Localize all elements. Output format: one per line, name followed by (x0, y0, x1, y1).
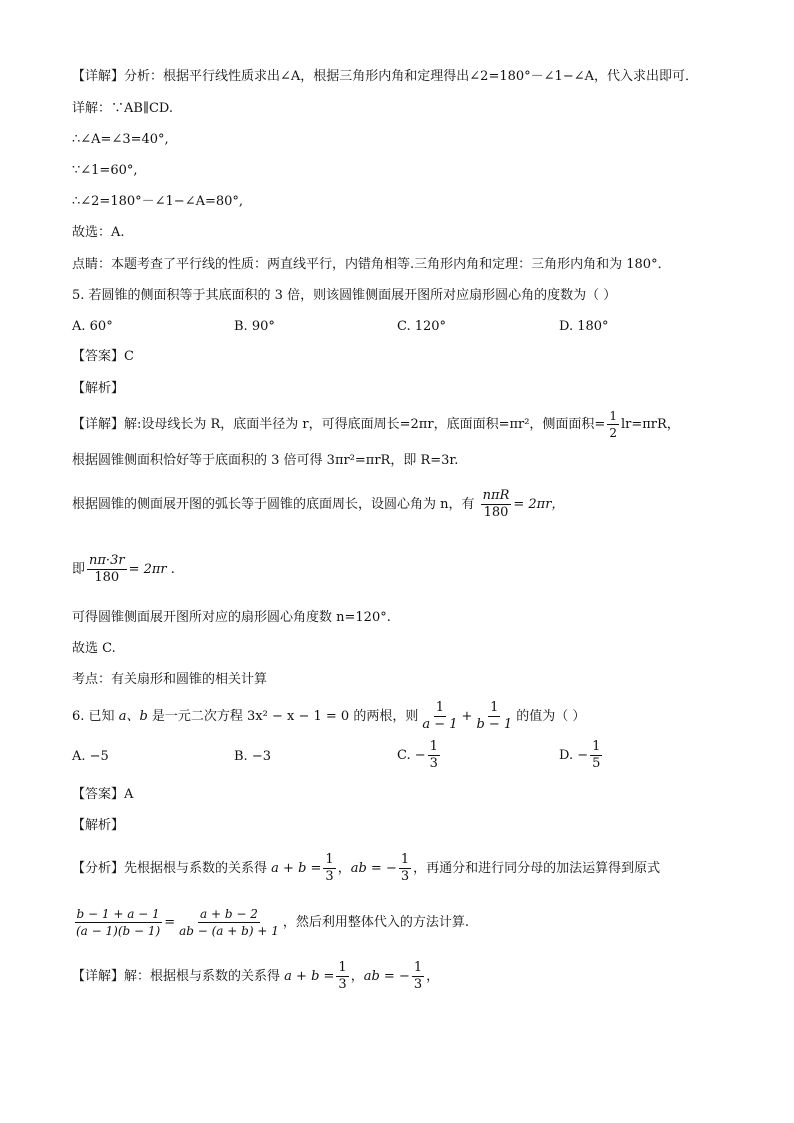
fraction-one-third (336, 960, 348, 993)
frac-denominator: 3 (429, 756, 438, 771)
q6-s2-tail: ，然后利用整体代入的方法计算. (282, 915, 469, 930)
q5-detail-4-text: 即 (72, 562, 86, 577)
frac-denominator: 180 (483, 505, 509, 520)
q5-detail-line-4 (72, 553, 175, 586)
q6-s1-product: ab = − (350, 861, 397, 876)
fraction-one-half (607, 408, 619, 441)
frac-numerator: 1 (435, 700, 445, 715)
q6-s1-comma: ， (337, 861, 351, 876)
frac-numerator: 1 (490, 700, 499, 715)
fraction-one-third (323, 852, 335, 885)
fraction-one-third (412, 960, 424, 993)
q5-detail-1-tail: lr=πrR， (620, 417, 680, 432)
q6-s1-text: 【分析】先根据根与系数的关系得 (72, 861, 268, 876)
q6-s3-comma: ， (350, 969, 364, 984)
q6-stem-equation: 是一元二次方程 3x² − x − 1 = 0 的两根，则 (151, 709, 419, 724)
p4-line-4: ∵∠1=60°, (72, 163, 138, 178)
q6-s3-text: 【详解】解：根据根与系数的关系得 (72, 969, 281, 984)
frac-numerator: b − 1 + a − 1 (76, 907, 160, 921)
q5-detail-line-2: 根据圆锥侧面积恰好等于底面积的 3 倍可得 3πr²=πrR，即 R=3r. (72, 453, 459, 468)
q6-stem-vars: a、b (118, 709, 148, 724)
q5-option-b: B. 90° (234, 319, 275, 334)
q6-solution-line-2 (72, 906, 469, 939)
fraction-1-over-a-1 (420, 700, 459, 733)
frac-denominator: 3 (400, 869, 410, 884)
q5-detail-line-7: 考点：有关扇形和圆锥的相关计算 (72, 672, 268, 687)
q5-analysis-heading: 【解析】 (72, 381, 125, 396)
fraction-one-third (428, 739, 440, 772)
p4-line-6: 故选：A. (72, 225, 125, 240)
q6-s1-tail: ，再通分和进行同分母的加法运算得到原式 (413, 861, 661, 876)
p4-line-5: ∴∠2=180°－∠1−∠A=80°, (72, 194, 244, 209)
q5-answer: 【答案】C (72, 349, 134, 364)
q5-option-a: A. 60° (72, 319, 113, 334)
fraction-angle (87, 553, 127, 586)
q5-option-c: C. 120° (397, 319, 447, 334)
q6-s3-sum: a + b = (284, 969, 335, 984)
frac-numerator: nπ·3r (89, 553, 125, 568)
frac-denominator: 5 (592, 756, 601, 771)
fraction-one-third (399, 852, 411, 885)
q6-stem-text: 6. 已知 (72, 709, 115, 724)
q6-s3-product: ab = − (363, 969, 410, 984)
frac-denominator: 3 (338, 977, 347, 992)
q6-option-b: B. −3 (234, 749, 271, 764)
frac-denominator: ab − (a + b) + 1 (179, 924, 279, 938)
p4-line-1: 【详解】分析：根据平行线性质求出∠A，根据三角形内角和定理得出∠2=180°－∠1−∠A，代入求出即可． (72, 69, 698, 84)
frac-numerator: 1 (413, 960, 423, 975)
frac-denominator: 2 (609, 426, 617, 440)
q6-option-d-label: D. − (559, 748, 589, 763)
q6-option-a: A. −5 (72, 749, 109, 764)
frac-denominator: 180 (94, 570, 120, 585)
q5-detail-1-text: 【详解】解:设母线长为 R，底面半径为 r，可得底面周长=2πr，底面面积=πr²，侧面面积= (72, 417, 606, 432)
q6-option-d (559, 739, 604, 772)
q5-detail-4-tail: = 2πr . (128, 562, 175, 577)
plus-sign: + (461, 709, 473, 724)
frac-denominator: a − 1 (422, 717, 458, 732)
p4-line-2: 详解：∵AB∥CD. (72, 101, 173, 116)
q6-analysis-heading: 【解析】 (72, 818, 125, 833)
q6-stem (72, 700, 585, 733)
q6-s1-sum: a + b = (271, 861, 322, 876)
q6-s3-tail: ， (426, 969, 440, 984)
q5-stem: 5. 若圆锥的侧面积等于其底面积的 3 倍，则该圆锥侧面展开图所对应扇形圆心角的度数为（ ） (72, 288, 617, 303)
frac-numerator: a + b − 2 (200, 907, 258, 921)
fraction-1-over-b-1 (474, 700, 514, 733)
frac-numerator: 1 (609, 409, 617, 423)
q6-stem-tail: 的值为（ ） (516, 709, 586, 724)
frac-numerator: 1 (338, 960, 347, 975)
frac-numerator: 1 (325, 852, 334, 867)
q6-answer: 【答案】A (72, 787, 134, 802)
frac-denominator: b − 1 (476, 717, 513, 732)
equals-sign: = (164, 915, 176, 930)
q5-detail-line-3 (72, 488, 564, 521)
q5-detail-line-1 (72, 408, 680, 441)
frac-denominator: 3 (325, 869, 334, 884)
q5-detail-3-tail: = 2πr， (513, 497, 565, 512)
p4-line-3: ∴∠A=∠3=40°, (72, 132, 169, 147)
frac-numerator: 1 (592, 739, 601, 754)
fraction-simplified (177, 906, 281, 939)
q6-detail-line-1 (72, 960, 439, 993)
fraction-one-fifth (590, 739, 602, 772)
q6-option-c-label: C. − (397, 748, 426, 763)
q5-detail-3-text: 根据圆锥的侧面展开图的弧长等于圆锥的底面周长，设圆心角为 n，有 (72, 497, 475, 512)
q5-option-d: D. 180° (559, 319, 609, 334)
frac-numerator: 1 (429, 739, 438, 754)
frac-numerator: nπR (482, 488, 510, 503)
frac-denominator: 3 (413, 977, 423, 992)
fraction-arc (481, 488, 512, 521)
fraction-combined (74, 906, 162, 939)
frac-denominator: (a − 1)(b − 1) (76, 924, 161, 938)
q6-option-c (397, 739, 442, 772)
p4-line-7: 点睛：本题考查了平行线的性质：两直线平行，内错角相等.三角形内角和定理：三角形内角和为 180°． (72, 257, 671, 272)
q6-solution-line-1 (72, 852, 660, 885)
q5-detail-line-6: 故选 C. (72, 641, 116, 656)
frac-numerator: 1 (400, 852, 410, 867)
q5-detail-line-5: 可得圆锥侧面展开图所对应的扇形圆心角度数 n=120°. (72, 610, 391, 625)
